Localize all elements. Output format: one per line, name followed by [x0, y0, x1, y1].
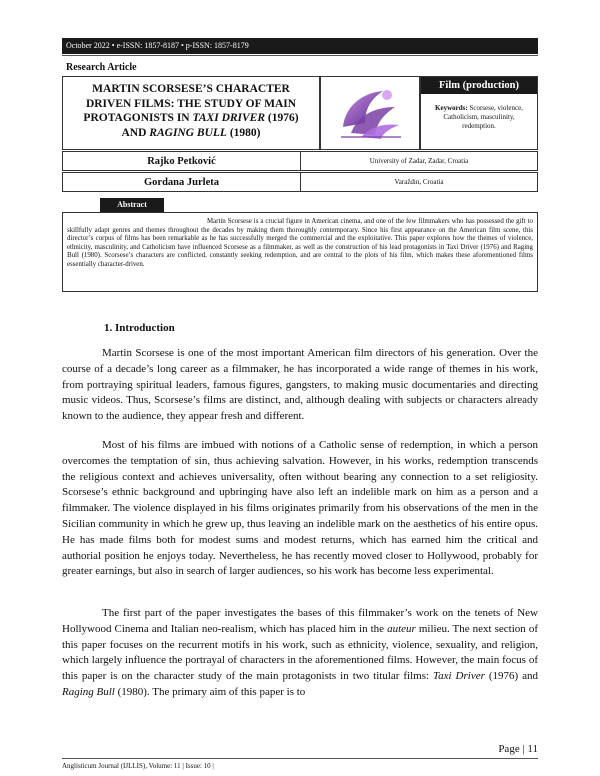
author-affiliation: Varaždin, Croatia [394, 178, 444, 186]
author-row [62, 172, 538, 192]
paragraph: Martin Scorsese is one of the most important American film directors of his generation. Over the course of a decade’s long career as a filmmaker, he has incorporated a wide range of themes in his work, from portraying spiritual leaders, famous figures, gangsters, to making music documentaries and directing music videos. Thus, Scorsese’s films are distinct, and, although dealing with subjects or characters already known to the audience, they appear fresh and different. [62, 347, 538, 423]
article-title [62, 76, 320, 150]
section-label: Research Article [66, 62, 137, 73]
journal-footer: Anglisticum Journal (IJLLIS), Volume: 11 | Issue: 10 | [62, 762, 214, 770]
abstract-box [62, 212, 538, 292]
journal-logo-box [320, 76, 420, 150]
issue-line: October 2022 • e-ISSN: 1857-8187 • p-ISSN: 1857-8179 [66, 41, 249, 50]
keywords-list: Scorsese, violence, Catholicism, masculinity, redemption. [443, 104, 523, 130]
footer-divider [62, 758, 538, 759]
author-name: Gordana Jurleta [63, 173, 301, 191]
author-affiliation: University of Zadar, Zadar, Croatia [369, 157, 469, 165]
category-label: Film (production) [421, 77, 537, 94]
abstract-label: Abstract [100, 198, 164, 212]
paragraph: The first part of the paper investigates the bases of this filmmaker’s work on the tenets of New Hollywood Cinema and Italian neo-realism, which has placed him in the auteur milieu. The next section of this paper focuses on the recurrent motifs in his work, such as ethnicity, violence, sexuality, and religion, which largely influence the portrayal of characters in the aforementioned films. However, the main focus of this paper is on the character study of the main protagonists in two titular films: Taxi Driver (1976) and Raging Bull (1980). The primary aim of this paper is to [62, 607, 539, 698]
title-line: MARTIN SCORSESE’S CHARACTER [92, 83, 290, 95]
title-line: DRIVEN FILMS: THE STUDY OF MAIN [85, 97, 297, 110]
keywords [421, 94, 537, 131]
author-row [62, 151, 538, 171]
abstract-text: Martin Scorsese is a crucial figure in American cinema, and one of the few filmmakers who has possessed the gift to skillfully adapt genres and themes throughout the decades by making them thoroughly contemporary. Since his first appearance on the American film scene, this director’s corpus of films has been remarkable as he has successfully merged the commercial and the exploitative. This paper explores how the themes of violence, ethnicity, masculinity, and Catholicism have influenced Scorsese as a filmmaker, as well as the construction of his lead protagonists in Taxi Driver (1976) and Raging Bull (1980). Scorsese’s characters are conflicted, constantly seeking redemption, and are central to the plots of his film, which makes these aforementioned films essentially character-driven. [67, 218, 533, 268]
keywords-label: Keywords: [435, 104, 468, 112]
author-name: Rajko Petković [63, 152, 301, 170]
issue-header-bar [62, 38, 538, 54]
header-divider [62, 55, 538, 56]
category-box [420, 76, 538, 150]
section-heading: 1. Introduction [104, 322, 175, 334]
journal-logo-icon [321, 77, 419, 149]
paragraph: Most of his films are imbued with notions of a Catholic sense of redemption, in which a person overcomes the temptation of sin, thus achieving salvation. However, in his works, redemption transcends the religious context and achieves universality, often without bearing any connection to a set religiosity. Scorsese’s ethnic background and upbringing have also left an indelible mark on him as a person and a filmmaker. The violence displayed in his films originates primarily from his observations of the men in the Sicilian community in which he grew up, thus leaving an indelible mark on the aesthetics of his entire opus. He has made films both for modest sums and modest returns, which has earned him the critical and authorial position he enjoys today. Nevertheless, he has recently moved closer to Hollywood, probably for greater earnings, but also in search of larger audiences, so his work has become less experimental. [62, 439, 538, 578]
title-line: AND RAGING BULL (1980) [121, 126, 261, 139]
page-number: Page | 11 [498, 743, 538, 755]
title-line: PROTAGONISTS IN TAXI DRIVER (1976) [83, 112, 299, 124]
